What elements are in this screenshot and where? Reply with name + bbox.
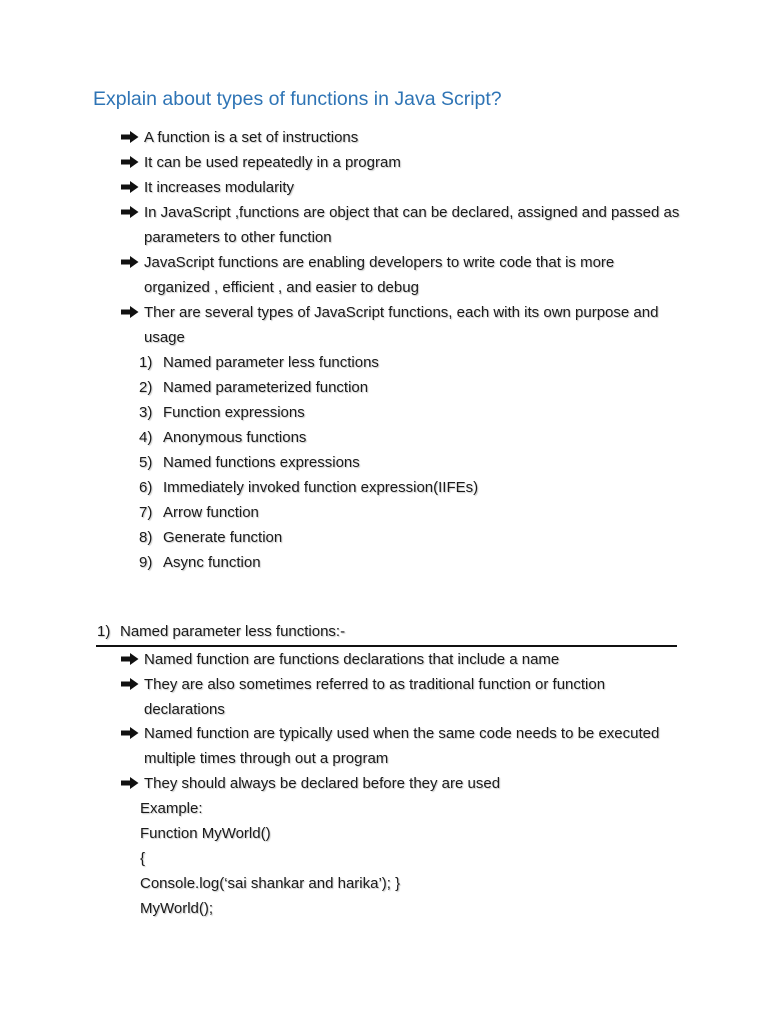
- list-item: Named function are functions declarations that include a name: [120, 647, 680, 672]
- list-item: 5) Named functions expressions: [139, 454, 360, 471]
- list-item: A function is a set of instructions: [120, 125, 680, 150]
- list-item: It can be used repeatedly in a program: [120, 150, 680, 175]
- page-title: Explain about types of functions in Java Script?: [93, 88, 502, 110]
- example-label: Example:: [140, 800, 203, 817]
- arrow-right-icon: [120, 776, 140, 790]
- arrow-right-icon: [120, 155, 140, 169]
- code-line: Function MyWorld(): [140, 825, 271, 842]
- arrow-right-icon: [120, 130, 140, 144]
- list-item: 7) Arrow function: [139, 504, 259, 521]
- list-item: 1) Named parameter less functions: [139, 354, 379, 371]
- list-item: They should always be declared before they are used: [120, 771, 680, 796]
- list-item: 9) Async function: [139, 554, 261, 571]
- arrow-right-icon: [120, 255, 140, 269]
- arrow-right-icon: [120, 180, 140, 194]
- list-item: It increases modularity: [120, 175, 680, 200]
- list-item: 3) Function expressions: [139, 404, 305, 421]
- code-line: Console.log(‘sai shankar and harika’); }: [140, 875, 401, 892]
- arrow-right-icon: [120, 305, 140, 319]
- list-item: JavaScript functions are enabling developers to write code that is more organized , efficient , and easier to debug: [120, 250, 680, 300]
- arrow-right-icon: [120, 677, 140, 691]
- list-item: 6) Immediately invoked function expression(IIFEs): [139, 479, 479, 496]
- arrow-right-icon: [120, 726, 140, 740]
- list-item: Ther are several types of JavaScript functions, each with its own purpose and usage: [120, 300, 680, 350]
- arrow-right-icon: [120, 652, 140, 666]
- arrow-right-icon: [120, 205, 140, 219]
- list-item: Named function are typically used when the same code needs to be executed multiple times through out a program: [120, 721, 680, 771]
- list-item: 4) Anonymous functions: [139, 429, 307, 446]
- code-line: MyWorld();: [140, 900, 214, 917]
- list-item: 8) Generate function: [139, 529, 283, 546]
- code-line: {: [140, 850, 146, 867]
- list-item: In JavaScript ,functions are object that can be declared, assigned and passed as parameters to other function: [120, 200, 680, 250]
- section-heading: 1) Named parameter less functions:-: [97, 623, 346, 640]
- list-item: 2) Named parameterized function: [139, 379, 369, 396]
- list-item: They are also sometimes referred to as traditional function or function declarations: [120, 672, 680, 722]
